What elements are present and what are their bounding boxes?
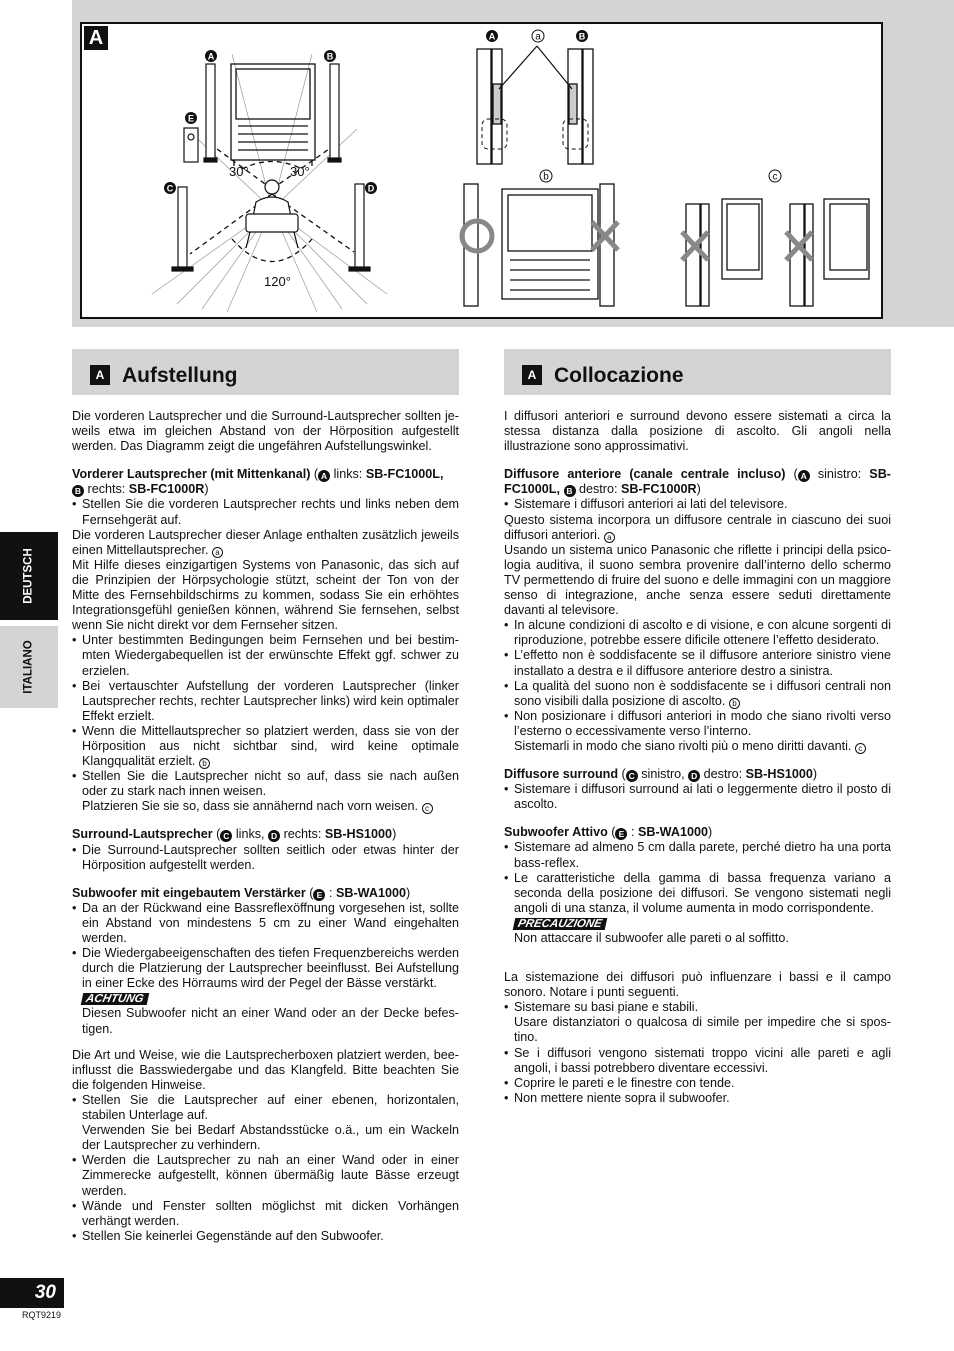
section-title-it: Collocazione (554, 364, 684, 387)
column-de (72, 409, 459, 1244)
it-center-bullet-2: • L’effetto non è soddisfacente se il diffusore anteriore sinistro viene installato a destra e il diffusore anteriore destro a sinistra. (504, 648, 891, 678)
tab-italiano: ITALIANO (0, 626, 58, 708)
de-front-bullet-1: • Stellen Sie die vorderen Lautsprecher rechts und links neben dem Fernsehgerät auf. (72, 497, 459, 527)
de-sub-bullet-1: • Da an der Rückwand eine Bassreflexöffnung vorgesehen ist, sollte ein Abstand von mindestens 5 cm zu einer Wand eingehalten werden. (72, 901, 459, 946)
figure-panel (72, 0, 954, 327)
badge-c: C (166, 183, 174, 194)
de-intro: Die vorderen Lautsprecher und die Surround-Lautsprecher sollten je- weils etwa im gleichen Abstand von der Hörposition aufgestellt werden. Das Diagramm zeigt die ungefähren Aufstellungswinkel. (72, 409, 459, 454)
de-surround-heading: Surround-Lautsprecher ( C links, D rechts: SB-HS1000) (72, 827, 397, 842)
it-sub-bullet-2: • Le caratteristiche della gamma di bassa frequenza variano a seconda della posizione dei diffusori. Se vengono sistemati negli angoli di una stanza, il volume aumenta in modo corrispondente. (504, 871, 891, 916)
figure-letter: A (84, 26, 108, 50)
de-sub-heading: Subwoofer mit eingebautem Verstärker ( E : SB-WA1000) (72, 885, 411, 900)
it-bass-bullet-1: • Sistemare su basi piane e stabili. (504, 1000, 891, 1015)
page-number: 30 (0, 1278, 64, 1308)
it-surround-bullet-1: • Sistemare i diffusori surround ai lati o leggermente dietro il posto di ascolto. (504, 782, 891, 812)
tab-deutsch: DEUTSCH (0, 532, 58, 620)
it-bass-bullet-3: • Coprire le pareti e le finestre con tende. (504, 1076, 891, 1091)
it-sub-heading: Subwoofer Attivo ( E : SB-WA1000) (504, 825, 713, 840)
subwoofer-e (184, 128, 198, 162)
it-center-bullet-4-sub: Sistemarli in modo che siano rivolti più o meno diritti davanti. c (504, 739, 891, 754)
it-bass-bullet-2: • Se i diffusori vengono sistemati troppo vicini alle pareti e agli angoli, i bassi potrebbero diventare eccessivi. (504, 1046, 891, 1076)
tv-left (231, 64, 315, 166)
it-center-p2: Usando un sistema unico Panasonic che riflette i principi della psico- logia auditiva, il suono sembra provenire dall’interno dello schermo TV permettendo di fruire del suono e delle immagini con un maggiore senso di integrazione, anche senza essere seduti direttamente davanti al televisore. (504, 542, 891, 618)
badge-d: D (367, 183, 375, 194)
de-bass-bullet-1-sub: Verwenden Sie bei Bedarf Abstandsstücke o.ä., um ein Wackeln der Lautsprecher zu verhindern. (82, 1123, 459, 1153)
it-caution-tag: PRECAUZIONE (513, 918, 607, 930)
de-bass-bullet-1: • Stellen Sie die Lautsprecher auf einer ebenen, horizontalen, stabilen Unterlage auf. (72, 1093, 459, 1123)
de-bass-intro: Die Art und Weise, wie die Lautsprecherboxen platziert werden, bee- influsst die Basswiedergabe und das Klangfeld. Bitte beachten Sie die folgenden Hinweise. (72, 1047, 459, 1092)
it-bass-bullet-4: • Non mettere niente sopra il subwoofer. (504, 1091, 891, 1106)
de-bass-bullet-2: • Werden die Lautsprecher zu nah an einer Wand oder in einer Zimmerecke aufgestellt, können übermäßig laute Bässe erzeugt werden. (72, 1153, 459, 1198)
badge-e: E (187, 113, 195, 124)
badge-b: B (326, 51, 334, 62)
pointer-a (499, 46, 572, 89)
center-speaker-detail (477, 49, 593, 164)
fig-circled-b (540, 170, 552, 183)
de-bass-bullet-3: • Wände und Fenster sollten möglichst mit dicken Vorhängen verhängt werden. (72, 1199, 459, 1229)
it-caution-text: Non attaccare il subwoofer alle pareti o al soffitto. (514, 931, 789, 945)
fig-badges-left (164, 50, 377, 194)
badge-a: A (207, 51, 215, 62)
angle-bottom-label: 120° (264, 274, 291, 289)
fig-circled-a (532, 30, 544, 43)
it-center-p1: Questo sistema incorpora un diffusore centrale in ciascuno dei suoi diffusori anteriori. a (504, 512, 891, 542)
front-speaker-a (204, 64, 217, 162)
section-header-de (72, 349, 459, 395)
it-surround-heading: Diffusore surround ( C sinistro, D destro: SB-HS1000) (504, 767, 818, 782)
section-letter-it: A (522, 365, 542, 385)
speaker-placement-figure (80, 22, 883, 319)
section-title-de: Aufstellung (122, 364, 238, 387)
it-bass-intro: La sistemazione dei diffusori può influenzare i bassi e il campo sonoro. Notare i punti seguenti. (504, 970, 891, 1000)
de-sub-bullet-2: • Die Wiedergabeeigenschaften des tiefen Frequenzbereichs werden durch die Platzierung der Lautsprecher beeinflusst. Bei Aufstellung in einer Ecke des Hörraums wird der Pegel der Bässe verstärkt. (72, 946, 459, 991)
de-center-bullet-3: • Wenn die Mittellautsprecher so platziert werden, dass sie von der Hörposition aus nicht sichtbar sind, wird keine optimale Klangqualität erzielt. b (72, 724, 459, 769)
angle-left-label: 30° (229, 164, 249, 179)
angle-right-label: 30° (290, 164, 310, 179)
surround-speaker-c (172, 187, 193, 271)
placement-diagram (82, 24, 881, 317)
it-center-bullet-4: • Non posizionare i diffusori anteriori in modo che siano rivolti verso l’esterno o eccessivamente verso l’interno. (504, 709, 891, 739)
front-speaker-b (328, 64, 341, 162)
surround-speaker-d (349, 184, 370, 271)
document-code: RQT9219 (22, 1310, 62, 1320)
label-circled-a: a (535, 31, 541, 43)
de-center-bullet-2: • Bei vertauschter Aufstellung der vorderen Lautsprecher (linker Lautsprecher rechts, rechter Lautsprecher links) wird kein optimaler Effekt erzielt. (72, 679, 459, 724)
badge-a-mid: A (488, 31, 496, 42)
it-center-bullet-1: • In alcune condizioni di ascolto e di visione, e con alcune sorgenti di riproduzione, potrebbe essere dificile ottenere l’effetto desiderato. (504, 618, 891, 648)
it-front-heading: Diffusore anteriore (canale centrale incluso) ( A sinistro: SB- FC1000L, B destro: SB-FC1000R) (504, 467, 891, 497)
badge-b-mid: B (578, 31, 586, 42)
de-front-heading: Vorderer Lautsprecher (mit Mittenkanal) ( A links: SB-FC1000L, B rechts: SB-FC1000R) (72, 467, 444, 497)
section-header-it (504, 349, 891, 395)
de-center-p1: Die vorderen Lautsprecher dieser Anlage enthalten zusätzlich jeweils einen Mittellautsprecher. a (72, 527, 459, 557)
de-caution-text: Diesen Subwoofer nicht an einer Wand oder an der Decke befes- tigen. (82, 1006, 459, 1036)
section-letter-de: A (90, 365, 110, 385)
label-circled-b: b (543, 171, 549, 183)
it-front-bullet-1: • Sistemare i diffusori anteriori ai lati del televisore. (504, 497, 891, 512)
listener (246, 180, 298, 248)
it-sub-bullet-1: • Sistemare ad almeno 5 cm dalla parete, perché dietro ha una porta bass-reflex. (504, 840, 891, 870)
it-bass-bullet-1-sub: Usare distanziatori o qualcosa di simile per impedire che si spos- tino. (514, 1015, 891, 1045)
de-center-bullet-1: • Unter bestimmten Bedingungen beim Fernsehen und bei bestim- mten Wiedergabequellen ist der erwünschte Effekt ggf. schwer zu erzielen. (72, 633, 459, 678)
de-bass-bullet-4: • Stellen Sie keinerlei Gegenstände auf den Subwoofer. (72, 1229, 459, 1244)
de-caution-tag: ACHTUNG (81, 993, 149, 1005)
de-center-bullet-4: • Stellen Sie die Lautsprecher nicht so auf, dass sie nach außen oder zu stark nach innen weisen. (72, 769, 459, 799)
label-circled-c: c (772, 171, 778, 183)
column-it (504, 409, 891, 1106)
angled-speakers (686, 199, 869, 306)
fig-circled-c (769, 170, 781, 183)
it-intro: I diffusori anteriori e surround devono essere sistemati a circa la stessa distanza dalla posizione di ascolto. Gli angoli nella illustrazione sono approssimativi. (504, 409, 891, 454)
de-center-p2: Mit Hilfe dieses einzigartigen Systems von Panasonic, das sich auf die Prinzipien der Hörpsychologie stützt, scheint der Ton von der Mitte des Fernsehbildschirms zu kommen, sodass Sie ein erhöhtes Integrationsgefühl genießen können, während Sie fernsehen, selbst wenn Sie nicht direkt vor dem Fernseher sitzen. (72, 557, 459, 633)
de-center-bullet-4-sub: Platzieren Sie sie so, dass sie annähernd nach vorn weisen. c (72, 799, 459, 814)
it-center-bullet-3: • La qualità del suono non è soddisfacente se i diffusori centrali non sono visibili dalla posizione di ascolto. b (504, 679, 891, 709)
de-surround-bullet-1: • Die Surround-Lautsprecher sollten seitlich oder etwas hinter der Hörposition aufgestellt werden. (72, 843, 459, 873)
